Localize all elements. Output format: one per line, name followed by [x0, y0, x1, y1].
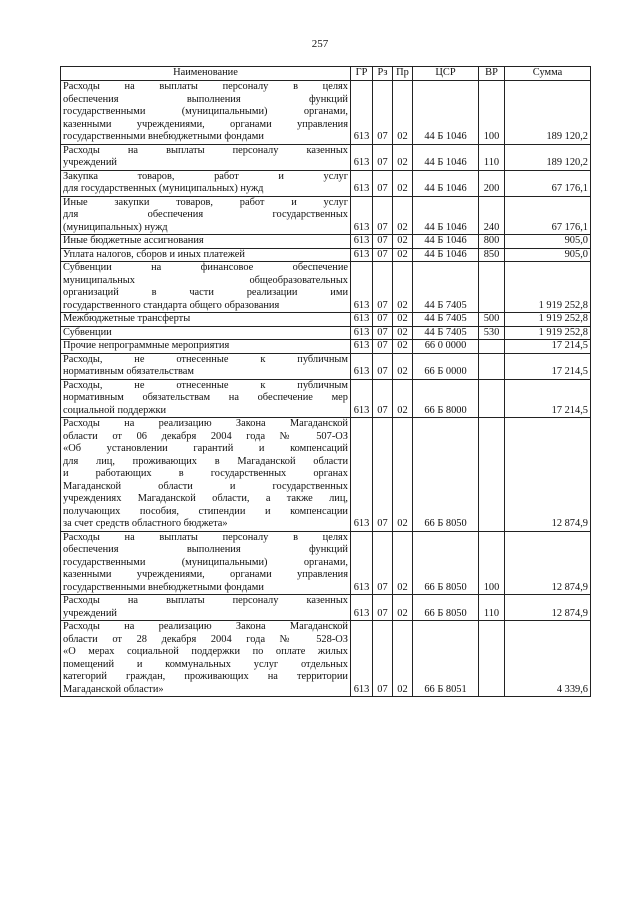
row-vr: 100 [479, 531, 505, 595]
table-row [61, 340, 591, 354]
row-sum: 4 339,6 [505, 621, 591, 697]
row-name-line: Субвенции на финансовое обеспечение [63, 262, 348, 273]
row-rz: 07 [373, 313, 393, 327]
row-rz: 07 [373, 340, 393, 354]
table-row [61, 379, 591, 418]
row-name-line: обеспечения выполнения функций [63, 544, 348, 555]
row-name-line: учреждениях Магаданской области, а также лиц, [63, 493, 348, 504]
row-name-line: Расходы на выплаты персоналу в целях [63, 81, 348, 92]
row-sum: 12 874,9 [505, 531, 591, 595]
row-name [61, 340, 351, 354]
row-name [61, 531, 351, 595]
row-gr: 613 [351, 196, 373, 235]
table-row [61, 144, 591, 170]
row-name-line: Уплата налогов, сборов и иных платежей [63, 248, 245, 260]
row-rz: 07 [373, 353, 393, 379]
table-row [61, 595, 591, 621]
row-name-line: Магаданской области и государственных [63, 480, 348, 492]
table-row [61, 326, 591, 340]
row-name-line: Расходы на выплаты персоналу казенных [63, 595, 348, 606]
row-name-line: Расходы на выплаты персоналу в целях [63, 531, 348, 543]
header-csr: ЦСР [413, 67, 479, 81]
row-pr: 02 [393, 262, 413, 313]
row-name [61, 326, 351, 340]
row-csr: 44 Б 1046 [413, 248, 479, 262]
row-name [61, 379, 351, 418]
row-csr: 44 Б 7405 [413, 326, 479, 340]
header-rz: Рз [373, 67, 393, 81]
row-name-line: за счет средств областного бюджета» [63, 518, 228, 529]
row-vr [479, 418, 505, 532]
row-name [61, 262, 351, 313]
row-csr: 66 0 0000 [413, 340, 479, 354]
row-name-line: казенными учреждениями, органами управления [63, 118, 348, 130]
row-name-line: области от 06 декабря 2004 года № 507-ОЗ [63, 430, 348, 442]
row-csr: 44 Б 1046 [413, 144, 479, 170]
row-gr: 613 [351, 379, 373, 418]
row-name [61, 235, 351, 249]
row-gr: 613 [351, 531, 373, 595]
row-rz: 07 [373, 248, 393, 262]
row-name [61, 248, 351, 262]
row-vr [479, 379, 505, 418]
row-rz: 07 [373, 144, 393, 170]
row-vr: 110 [479, 144, 505, 170]
row-pr: 02 [393, 170, 413, 196]
row-rz: 07 [373, 379, 393, 418]
row-name-line: Расходы на реализацию Закона Магаданской [63, 418, 348, 429]
row-name [61, 144, 351, 170]
row-name-line: и работающих в государственных органах [63, 468, 348, 479]
row-name-line: Расходы на реализацию Закона Магаданской [63, 621, 348, 632]
page-number: 257 [311, 38, 329, 50]
row-name-line: нормативным обязательствам [63, 366, 194, 377]
row-name-line: государственными внебюджетными фондами [63, 131, 264, 142]
header-vr: ВР [479, 67, 505, 81]
row-rz: 07 [373, 595, 393, 621]
header-pr: Пр [393, 67, 413, 81]
row-name-line: государственными (муниципальными) органами, [63, 556, 348, 568]
row-sum: 17 214,5 [505, 379, 591, 418]
row-name-line: «О мерах социальной поддержки по оплате жилых [63, 646, 348, 657]
row-csr: 44 Б 7405 [413, 262, 479, 313]
row-pr: 02 [393, 340, 413, 354]
row-name [61, 595, 351, 621]
row-sum: 905,0 [505, 235, 591, 249]
table-row [61, 170, 591, 196]
table-row [61, 81, 591, 145]
row-pr: 02 [393, 248, 413, 262]
row-sum: 905,0 [505, 248, 591, 262]
row-gr: 613 [351, 595, 373, 621]
row-name-line: Расходы, не отнесенные к публичным [63, 353, 348, 365]
header-sum: Сумма [505, 67, 591, 81]
row-name [61, 81, 351, 145]
row-name [61, 353, 351, 379]
row-csr: 66 Б 8050 [413, 531, 479, 595]
row-name [61, 313, 351, 327]
row-pr: 02 [393, 531, 413, 595]
row-csr: 44 Б 1046 [413, 170, 479, 196]
row-sum: 67 176,1 [505, 170, 591, 196]
row-name-line: государственного стандарта общего образования [63, 299, 280, 311]
row-pr: 02 [393, 595, 413, 621]
row-rz: 07 [373, 418, 393, 532]
row-name-line: Магаданской области» [63, 683, 164, 695]
row-name-line: Субвенции [63, 326, 112, 338]
row-vr: 240 [479, 196, 505, 235]
row-csr: 44 Б 1046 [413, 81, 479, 145]
table-row [61, 248, 591, 262]
row-sum: 67 176,1 [505, 196, 591, 235]
row-name-line: организаций в части реализации ими [63, 287, 348, 298]
row-name-line: помещений и коммунальных услуг отдельных [63, 658, 348, 670]
row-name-line: учреждений [63, 157, 117, 168]
row-name-line: казенными учреждениями, органами управления [63, 569, 348, 580]
row-rz: 07 [373, 262, 393, 313]
table-row [61, 353, 591, 379]
row-pr: 02 [393, 81, 413, 145]
header-gr: ГР [351, 67, 373, 81]
row-vr: 500 [479, 313, 505, 327]
row-name [61, 196, 351, 235]
row-gr: 613 [351, 340, 373, 354]
row-name [61, 170, 351, 196]
row-vr: 110 [479, 595, 505, 621]
row-name-line: Расходы на выплаты персоналу казенных [63, 144, 348, 156]
row-vr: 530 [479, 326, 505, 340]
row-rz: 07 [373, 235, 393, 249]
row-rz: 07 [373, 326, 393, 340]
row-name-line: для государственных (муниципальных) нужд [63, 183, 264, 194]
table-row [61, 621, 591, 697]
row-gr: 613 [351, 262, 373, 313]
row-pr: 02 [393, 313, 413, 327]
budget-table [60, 66, 591, 697]
row-sum: 17 214,5 [505, 353, 591, 379]
row-gr: 613 [351, 170, 373, 196]
row-name-line: государственными (муниципальными) органами, [63, 106, 348, 117]
row-sum: 12 874,9 [505, 595, 591, 621]
row-name-line: категорий граждан, проживающих на территории [63, 671, 348, 682]
table-row [61, 418, 591, 532]
table-row [61, 235, 591, 249]
row-name-line: для лиц, проживающих в Магаданской области [63, 455, 348, 467]
row-sum: 1 919 252,8 [505, 326, 591, 340]
row-csr: 66 Б 8050 [413, 418, 479, 532]
row-name-line: учреждений [63, 607, 117, 619]
table-row [61, 313, 591, 327]
row-pr: 02 [393, 621, 413, 697]
row-vr: 800 [479, 235, 505, 249]
row-vr [479, 621, 505, 697]
row-csr: 66 Б 8000 [413, 379, 479, 418]
row-name-line: Иные закупки товаров, работ и услуг [63, 196, 348, 208]
row-sum: 12 874,9 [505, 418, 591, 532]
row-name-line: «Об установлении гарантий и компенсаций [63, 443, 348, 454]
row-gr: 613 [351, 248, 373, 262]
row-gr: 613 [351, 326, 373, 340]
row-gr: 613 [351, 235, 373, 249]
table-row [61, 531, 591, 595]
row-name-line: Закупка товаров, работ и услуг [63, 170, 348, 182]
row-csr: 66 Б 8051 [413, 621, 479, 697]
row-name-line: получающих пособия, стипендии и компенсации [63, 505, 348, 517]
row-name-line: (муниципальных) нужд [63, 221, 168, 233]
row-csr: 44 Б 7405 [413, 313, 479, 327]
table-body [61, 81, 591, 697]
row-name-line: обеспечения выполнения функций [63, 93, 348, 105]
row-name [61, 621, 351, 697]
row-rz: 07 [373, 81, 393, 145]
row-csr: 66 Б 8050 [413, 595, 479, 621]
row-pr: 02 [393, 418, 413, 532]
row-rz: 07 [373, 531, 393, 595]
row-rz: 07 [373, 196, 393, 235]
row-gr: 613 [351, 81, 373, 145]
row-csr: 44 Б 1046 [413, 196, 479, 235]
table-row [61, 262, 591, 313]
row-name-line: нормативным обязательствам на обеспечение мер [63, 392, 348, 403]
row-pr: 02 [393, 144, 413, 170]
table-header-row [61, 67, 591, 81]
row-pr: 02 [393, 196, 413, 235]
row-gr: 613 [351, 313, 373, 327]
row-name-line: социальной поддержки [63, 404, 167, 416]
row-vr: 100 [479, 81, 505, 145]
row-name-line: области от 28 декабря 2004 года № 528-ОЗ [63, 633, 348, 645]
row-name-line: Межбюджетные трансферты [63, 313, 191, 324]
row-name-line: Прочие непрограммные мероприятия [63, 340, 230, 351]
row-name-line: государственными внебюджетными фондами [63, 581, 264, 593]
row-name [61, 418, 351, 532]
row-vr: 200 [479, 170, 505, 196]
row-vr: 850 [479, 248, 505, 262]
row-gr: 613 [351, 418, 373, 532]
row-vr [479, 353, 505, 379]
row-name-line: для обеспечения государственных [63, 209, 348, 220]
row-pr: 02 [393, 326, 413, 340]
row-name-line: Расходы, не отнесенные к публичным [63, 379, 348, 391]
row-gr: 613 [351, 144, 373, 170]
row-sum: 1 919 252,8 [505, 262, 591, 313]
row-sum: 189 120,2 [505, 81, 591, 145]
table-row [61, 196, 591, 235]
row-pr: 02 [393, 379, 413, 418]
row-gr: 613 [351, 621, 373, 697]
row-name-line: Иные бюджетные ассигнования [63, 235, 204, 246]
row-sum: 1 919 252,8 [505, 313, 591, 327]
row-rz: 07 [373, 621, 393, 697]
row-csr: 44 Б 1046 [413, 235, 479, 249]
row-vr [479, 262, 505, 313]
row-vr [479, 340, 505, 354]
row-gr: 613 [351, 353, 373, 379]
row-rz: 07 [373, 170, 393, 196]
row-pr: 02 [393, 235, 413, 249]
header-name: Наименование [61, 67, 351, 81]
row-pr: 02 [393, 353, 413, 379]
row-name-line: муниципальных общеобразовательных [63, 274, 348, 286]
row-sum: 17 214,5 [505, 340, 591, 354]
row-sum: 189 120,2 [505, 144, 591, 170]
row-csr: 66 Б 0000 [413, 353, 479, 379]
